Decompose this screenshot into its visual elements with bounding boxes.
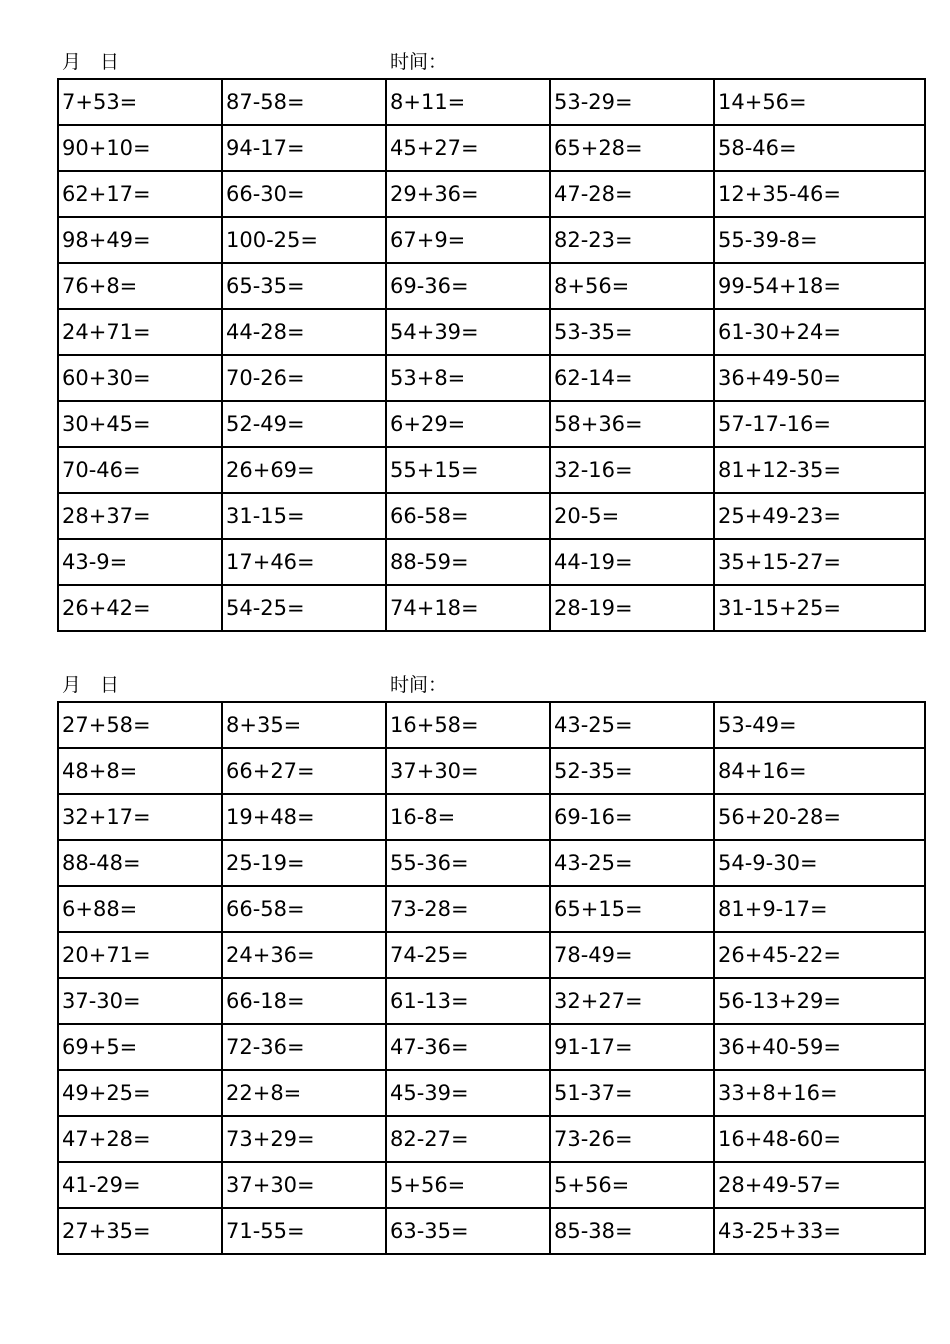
problem-cell: 31-15= [222, 493, 386, 539]
table-row [58, 309, 925, 355]
time-label: 时间： [390, 51, 448, 73]
problem-cell: 45+27= [386, 125, 550, 171]
problem-cell: 29+36= [386, 171, 550, 217]
problem-cell: 28+49-57= [714, 1162, 925, 1208]
problem-cell: 66-58= [386, 493, 550, 539]
sheet-2-header [62, 670, 922, 696]
problem-cell: 32+27= [550, 978, 714, 1024]
problem-cell: 65+15= [550, 886, 714, 932]
problem-cell: 24+36= [222, 932, 386, 978]
problem-cell: 54-25= [222, 585, 386, 631]
problem-cell: 8+11= [386, 79, 550, 125]
problem-cell: 47-28= [550, 171, 714, 217]
problem-cell: 70-46= [58, 447, 222, 493]
problem-cell: 88-48= [58, 840, 222, 886]
problem-cell: 14+56= [714, 79, 925, 125]
problem-cell: 49+25= [58, 1070, 222, 1116]
problem-cell: 43-9= [58, 539, 222, 585]
problem-cell: 26+45-22= [714, 932, 925, 978]
problem-cell: 65-35= [222, 263, 386, 309]
problem-cell: 8+35= [222, 702, 386, 748]
problem-cell: 32+17= [58, 794, 222, 840]
problem-cell: 25+49-23= [714, 493, 925, 539]
table-row [58, 978, 925, 1024]
table-row [58, 794, 925, 840]
problem-cell: 91-17= [550, 1024, 714, 1070]
table-row [58, 932, 925, 978]
table-row [58, 1070, 925, 1116]
problem-cell: 26+42= [58, 585, 222, 631]
problem-cell: 53-29= [550, 79, 714, 125]
problem-cell: 27+35= [58, 1208, 222, 1254]
date-label: 月 日 [62, 674, 120, 696]
problem-cell: 94-17= [222, 125, 386, 171]
problem-cell: 53-49= [714, 702, 925, 748]
problem-cell: 37+30= [222, 1162, 386, 1208]
problem-cell: 55-39-8= [714, 217, 925, 263]
problem-cell: 56+20-28= [714, 794, 925, 840]
problem-cell: 67+9= [386, 217, 550, 263]
problem-cell: 52-49= [222, 401, 386, 447]
problem-cell: 66-30= [222, 171, 386, 217]
problem-cell: 55+15= [386, 447, 550, 493]
problem-cell: 5+56= [386, 1162, 550, 1208]
problem-cell: 71-55= [222, 1208, 386, 1254]
problem-cell: 48+8= [58, 748, 222, 794]
problem-cell: 76+8= [58, 263, 222, 309]
problem-cell: 47+28= [58, 1116, 222, 1162]
problem-cell: 19+48= [222, 794, 386, 840]
problem-cell: 66-18= [222, 978, 386, 1024]
problem-cell: 66+27= [222, 748, 386, 794]
problem-cell: 72-36= [222, 1024, 386, 1070]
problem-cell: 54+39= [386, 309, 550, 355]
table-row [58, 125, 925, 171]
table-row [58, 1162, 925, 1208]
problem-cell: 84+16= [714, 748, 925, 794]
problem-cell: 22+8= [222, 1070, 386, 1116]
problem-cell: 69-36= [386, 263, 550, 309]
problem-cell: 54-9-30= [714, 840, 925, 886]
table-row [58, 886, 925, 932]
problem-cell: 16+48-60= [714, 1116, 925, 1162]
table-row [58, 171, 925, 217]
table-row [58, 493, 925, 539]
worksheet-table-1 [57, 78, 926, 632]
problem-cell: 33+8+16= [714, 1070, 925, 1116]
table-row [58, 263, 925, 309]
problem-cell: 60+30= [58, 355, 222, 401]
problem-cell: 6+88= [58, 886, 222, 932]
problem-cell: 44-28= [222, 309, 386, 355]
problem-cell: 43-25+33= [714, 1208, 925, 1254]
table-row [58, 840, 925, 886]
table-row [58, 702, 925, 748]
worksheet-table-2 [57, 701, 926, 1255]
problem-cell: 20-5= [550, 493, 714, 539]
problem-cell: 65+28= [550, 125, 714, 171]
problem-cell: 73-26= [550, 1116, 714, 1162]
problem-cell: 69-16= [550, 794, 714, 840]
problem-cell: 100-25= [222, 217, 386, 263]
problem-cell: 88-59= [386, 539, 550, 585]
table-row [58, 585, 925, 631]
problem-cell: 81+12-35= [714, 447, 925, 493]
problem-cell: 87-58= [222, 79, 386, 125]
table-row [58, 447, 925, 493]
problem-cell: 53-35= [550, 309, 714, 355]
problem-cell: 12+35-46= [714, 171, 925, 217]
problem-cell: 58+36= [550, 401, 714, 447]
problem-cell: 16-8= [386, 794, 550, 840]
table-row [58, 1208, 925, 1254]
problem-cell: 81+9-17= [714, 886, 925, 932]
problem-cell: 82-23= [550, 217, 714, 263]
problem-cell: 17+46= [222, 539, 386, 585]
problem-cell: 28-19= [550, 585, 714, 631]
problem-cell: 8+56= [550, 263, 714, 309]
table-row [58, 79, 925, 125]
problem-cell: 99-54+18= [714, 263, 925, 309]
problem-cell: 69+5= [58, 1024, 222, 1070]
problem-cell: 41-29= [58, 1162, 222, 1208]
problem-cell: 51-37= [550, 1070, 714, 1116]
problem-cell: 16+58= [386, 702, 550, 748]
table-row [58, 355, 925, 401]
problem-cell: 7+53= [58, 79, 222, 125]
table-row [58, 1024, 925, 1070]
problem-cell: 73+29= [222, 1116, 386, 1162]
problem-cell: 37+30= [386, 748, 550, 794]
problem-cell: 66-58= [222, 886, 386, 932]
table-row [58, 401, 925, 447]
problem-cell: 56-13+29= [714, 978, 925, 1024]
problem-cell: 37-30= [58, 978, 222, 1024]
problem-cell: 61-13= [386, 978, 550, 1024]
problem-cell: 63-35= [386, 1208, 550, 1254]
problem-cell: 98+49= [58, 217, 222, 263]
problem-cell: 43-25= [550, 840, 714, 886]
sheet-1-header [62, 47, 922, 73]
problem-cell: 36+49-50= [714, 355, 925, 401]
problem-cell: 73-28= [386, 886, 550, 932]
problem-cell: 61-30+24= [714, 309, 925, 355]
table-row [58, 748, 925, 794]
problem-cell: 85-38= [550, 1208, 714, 1254]
problem-cell: 55-36= [386, 840, 550, 886]
table-row [58, 1116, 925, 1162]
problem-cell: 44-19= [550, 539, 714, 585]
problem-cell: 43-25= [550, 702, 714, 748]
problem-cell: 5+56= [550, 1162, 714, 1208]
table-row [58, 217, 925, 263]
problem-cell: 53+8= [386, 355, 550, 401]
problem-cell: 74-25= [386, 932, 550, 978]
problem-cell: 90+10= [58, 125, 222, 171]
problem-cell: 82-27= [386, 1116, 550, 1162]
problem-cell: 62+17= [58, 171, 222, 217]
table-row [58, 539, 925, 585]
problem-cell: 57-17-16= [714, 401, 925, 447]
problem-cell: 70-26= [222, 355, 386, 401]
problem-cell: 6+29= [386, 401, 550, 447]
problem-cell: 45-39= [386, 1070, 550, 1116]
problem-cell: 47-36= [386, 1024, 550, 1070]
problem-cell: 36+40-59= [714, 1024, 925, 1070]
problem-cell: 35+15-27= [714, 539, 925, 585]
problem-cell: 27+58= [58, 702, 222, 748]
problem-cell: 74+18= [386, 585, 550, 631]
problem-cell: 78-49= [550, 932, 714, 978]
problem-cell: 28+37= [58, 493, 222, 539]
problem-cell: 20+71= [58, 932, 222, 978]
problem-cell: 32-16= [550, 447, 714, 493]
time-label: 时间： [390, 674, 448, 696]
problem-cell: 24+71= [58, 309, 222, 355]
problem-cell: 26+69= [222, 447, 386, 493]
date-label: 月 日 [62, 51, 120, 73]
problem-cell: 30+45= [58, 401, 222, 447]
problem-cell: 31-15+25= [714, 585, 925, 631]
problem-cell: 52-35= [550, 748, 714, 794]
problem-cell: 25-19= [222, 840, 386, 886]
problem-cell: 58-46= [714, 125, 925, 171]
problem-cell: 62-14= [550, 355, 714, 401]
